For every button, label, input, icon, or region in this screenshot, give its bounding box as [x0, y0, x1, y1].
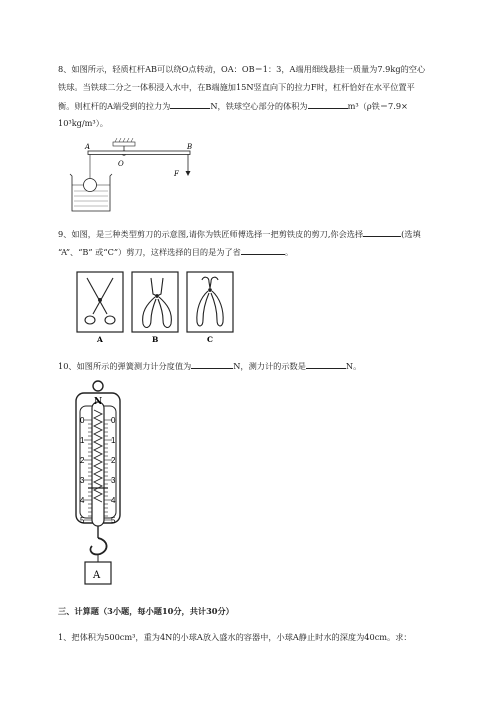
- q8-line-4: 10³kg/m³）。: [58, 118, 108, 128]
- label-f: F: [174, 170, 179, 178]
- scale-right-5: 5: [111, 516, 116, 525]
- spring-scale-figure: [70, 380, 132, 592]
- scale-right-3: 3: [111, 476, 116, 485]
- scissors-label-b: B: [152, 335, 159, 344]
- scale-left-5: 5: [80, 516, 85, 525]
- q10-blank-reading[interactable]: [306, 360, 346, 369]
- q10-line: [58, 360, 361, 372]
- q9-blank-purpose[interactable]: [241, 246, 285, 255]
- label-b: B: [187, 143, 193, 151]
- scissors-label-a: A: [97, 335, 103, 344]
- q8-line-3-b: N，铁球空心部分的体积为: [210, 101, 308, 111]
- q8-blank-force[interactable]: [170, 100, 210, 109]
- q9-blank-choice[interactable]: [363, 228, 401, 237]
- scale-right-0: 0: [111, 416, 116, 425]
- q8-line-3-a: 衡。则杠杆的A端受到的拉力为: [58, 101, 171, 111]
- scale-left-1: 1: [80, 436, 85, 445]
- scale-unit-n: N: [94, 397, 103, 407]
- q10-text-b: N，测力计的示数是: [233, 361, 306, 371]
- scale-left-4: 4: [80, 496, 85, 505]
- scale-left-2: 2: [80, 456, 85, 465]
- label-a: A: [85, 143, 91, 151]
- q9-line-1: [58, 228, 421, 240]
- section-3-q1: 1、把体积为500cm³，重为4N的小球A放入盛水的容器中，小球A静止时水的深度为40cm。求：: [58, 632, 412, 642]
- q8-blank-volume[interactable]: [308, 100, 348, 109]
- q10-text-c: N。: [345, 361, 362, 371]
- q9-line-1-b: (选填: [401, 229, 421, 239]
- q8-line-2: 铁球。当铁球二分之一体积浸入水中，在B端施加15N竖直向下的拉力F时，杠杆恰好在水平位置平: [58, 82, 415, 92]
- scissors-label-c: C: [207, 335, 213, 344]
- scale-left-0: 0: [80, 416, 85, 425]
- q10-text-a: 10、如图所示的弹簧测力计分度值为: [58, 361, 192, 371]
- scale-right-1: 1: [111, 436, 116, 445]
- q8-line-3-c: m³（ρ铁＝7.9×: [347, 101, 408, 111]
- q9-line-1-a: 9、如图，是三种类型剪刀的示意图,请你为铁匠师傅选择一把剪铁皮的剪刀,你会选择: [58, 229, 364, 239]
- scissors-figure: [75, 270, 235, 346]
- q8-line-3: [58, 100, 408, 112]
- weight-label-a: A: [93, 570, 101, 581]
- q9-line-2-a: “A”、“B” 或“C”）剪刀，这样选择的目的是为了省: [58, 247, 241, 257]
- q10-blank-division[interactable]: [191, 360, 233, 369]
- scale-left-3: 3: [80, 476, 85, 485]
- scale-right-2: 2: [111, 456, 116, 465]
- scale-right-4: 4: [111, 496, 116, 505]
- lever-figure: [60, 138, 200, 216]
- scissors-c-box: [187, 272, 233, 332]
- q8-line-1: 8、如图所示，轻质杠杆AB可以绕O点转动，OA：OB＝1：3，A端用细线悬挂一质量为7.9kg的空心: [58, 64, 426, 74]
- q9-line-2: [58, 246, 293, 258]
- section-3-title: 三、计算题（3小题，每小题10分，共计30分）: [58, 606, 234, 616]
- q9-line-2-b: 。: [284, 247, 294, 257]
- label-o: O: [118, 160, 124, 168]
